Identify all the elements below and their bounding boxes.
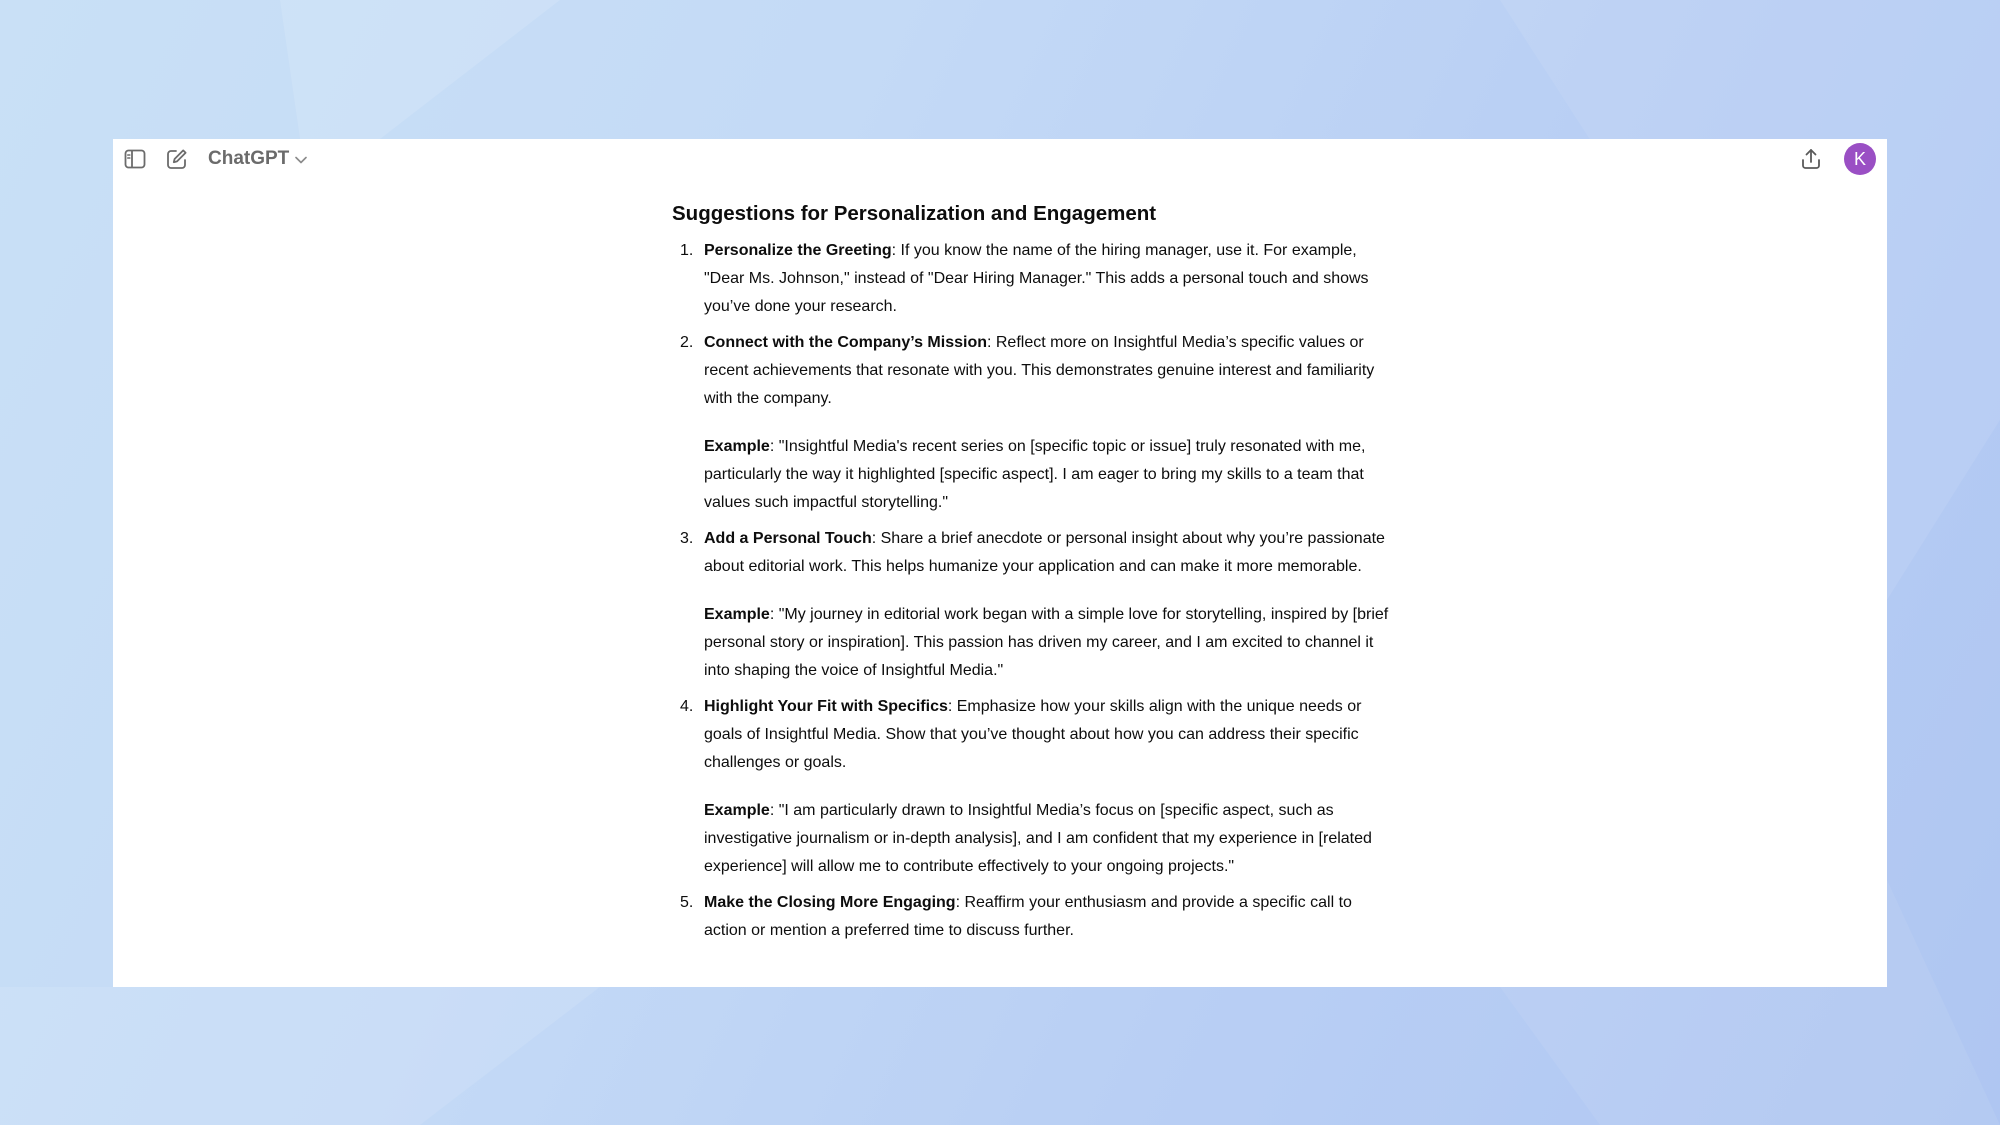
list-number: 4.: [680, 698, 694, 715]
item-title: Personalize the Greeting: [704, 242, 892, 259]
list-number: 5.: [680, 894, 694, 911]
item-example: [704, 797, 1392, 881]
example-body: : "Insightful Media's recent series on [specific topic or issue] truly resonated with me, particularly the way it highlighted [specific aspect]. I am eager to bring my skills to a team that values such impactful storytelling.": [704, 438, 1366, 511]
item-body: : Share a brief anecdote or personal insight about why you’re passionate about editorial work. This helps humanize your application and can make it more memorable.: [704, 530, 1385, 575]
list-number: 2.: [680, 334, 694, 351]
avatar-initial: K: [1853, 148, 1866, 169]
list-item: [672, 329, 1392, 517]
example-label: Example: [704, 606, 770, 623]
chevron-down-icon: [295, 148, 307, 170]
new-chat-icon[interactable]: [165, 147, 189, 171]
user-avatar[interactable]: [1844, 143, 1876, 175]
model-name: ChatGPT: [208, 148, 290, 169]
example-body: : "I am particularly drawn to Insightful Media’s focus on [specific aspect, such as investigative journalism or in-depth analysis], and I am confident that my experience in [related experience] will allow me to contribute effectively to your ongoing projects.": [704, 802, 1372, 875]
item-body: : Reflect more on Insightful Media’s specific values or recent achievements that resonate with you. This demonstrates genuine interest and familiarity with the company.: [704, 334, 1375, 407]
chat-window: [113, 139, 1887, 987]
item-text: [704, 889, 1392, 945]
item-title: Connect with the Company’s Mission: [704, 334, 987, 351]
share-icon[interactable]: [1799, 147, 1823, 171]
item-text: [704, 237, 1392, 321]
model-selector[interactable]: [208, 147, 307, 171]
list-item: [672, 237, 1392, 321]
assistant-message: [672, 201, 1392, 953]
list-item: [672, 889, 1392, 945]
example-label: Example: [704, 802, 770, 819]
item-title: Make the Closing More Engaging: [704, 894, 956, 911]
item-text: [704, 693, 1392, 777]
list-number: 1.: [680, 242, 694, 259]
list-number: 3.: [680, 530, 694, 547]
item-title: Add a Personal Touch: [704, 530, 872, 547]
item-body: : Reaffirm your enthusiasm and provide a specific call to action or mention a preferred time to discuss further.: [704, 894, 1352, 939]
top-bar: [113, 139, 1887, 179]
item-text: [704, 525, 1392, 581]
item-title: Highlight Your Fit with Specifics: [704, 698, 948, 715]
item-example: [704, 433, 1392, 517]
example-label: Example: [704, 438, 770, 455]
item-body: : If you know the name of the hiring manager, use it. For example, "Dear Ms. Johnson," instead of "Dear Hiring Manager." This adds a personal touch and shows you’ve done your research.: [704, 242, 1369, 315]
sidebar-toggle-icon[interactable]: [123, 147, 147, 171]
suggestions-list: [672, 237, 1392, 945]
item-text: [704, 329, 1392, 413]
section-heading: Suggestions for Personalization and Engagement: [672, 202, 1157, 225]
example-body: : "My journey in editorial work began with a simple love for storytelling, inspired by [brief personal story or inspiration]. This passion has driven my career, and I am excited to channel it into shaping the voice of Insightful Media.": [704, 606, 1389, 679]
list-item: [672, 693, 1392, 881]
item-example: [704, 601, 1392, 685]
item-body: : Emphasize how your skills align with the unique needs or goals of Insightful Media. Show that you’ve thought about how you can address their specific challenges or goals.: [704, 698, 1362, 771]
list-item: [672, 525, 1392, 685]
